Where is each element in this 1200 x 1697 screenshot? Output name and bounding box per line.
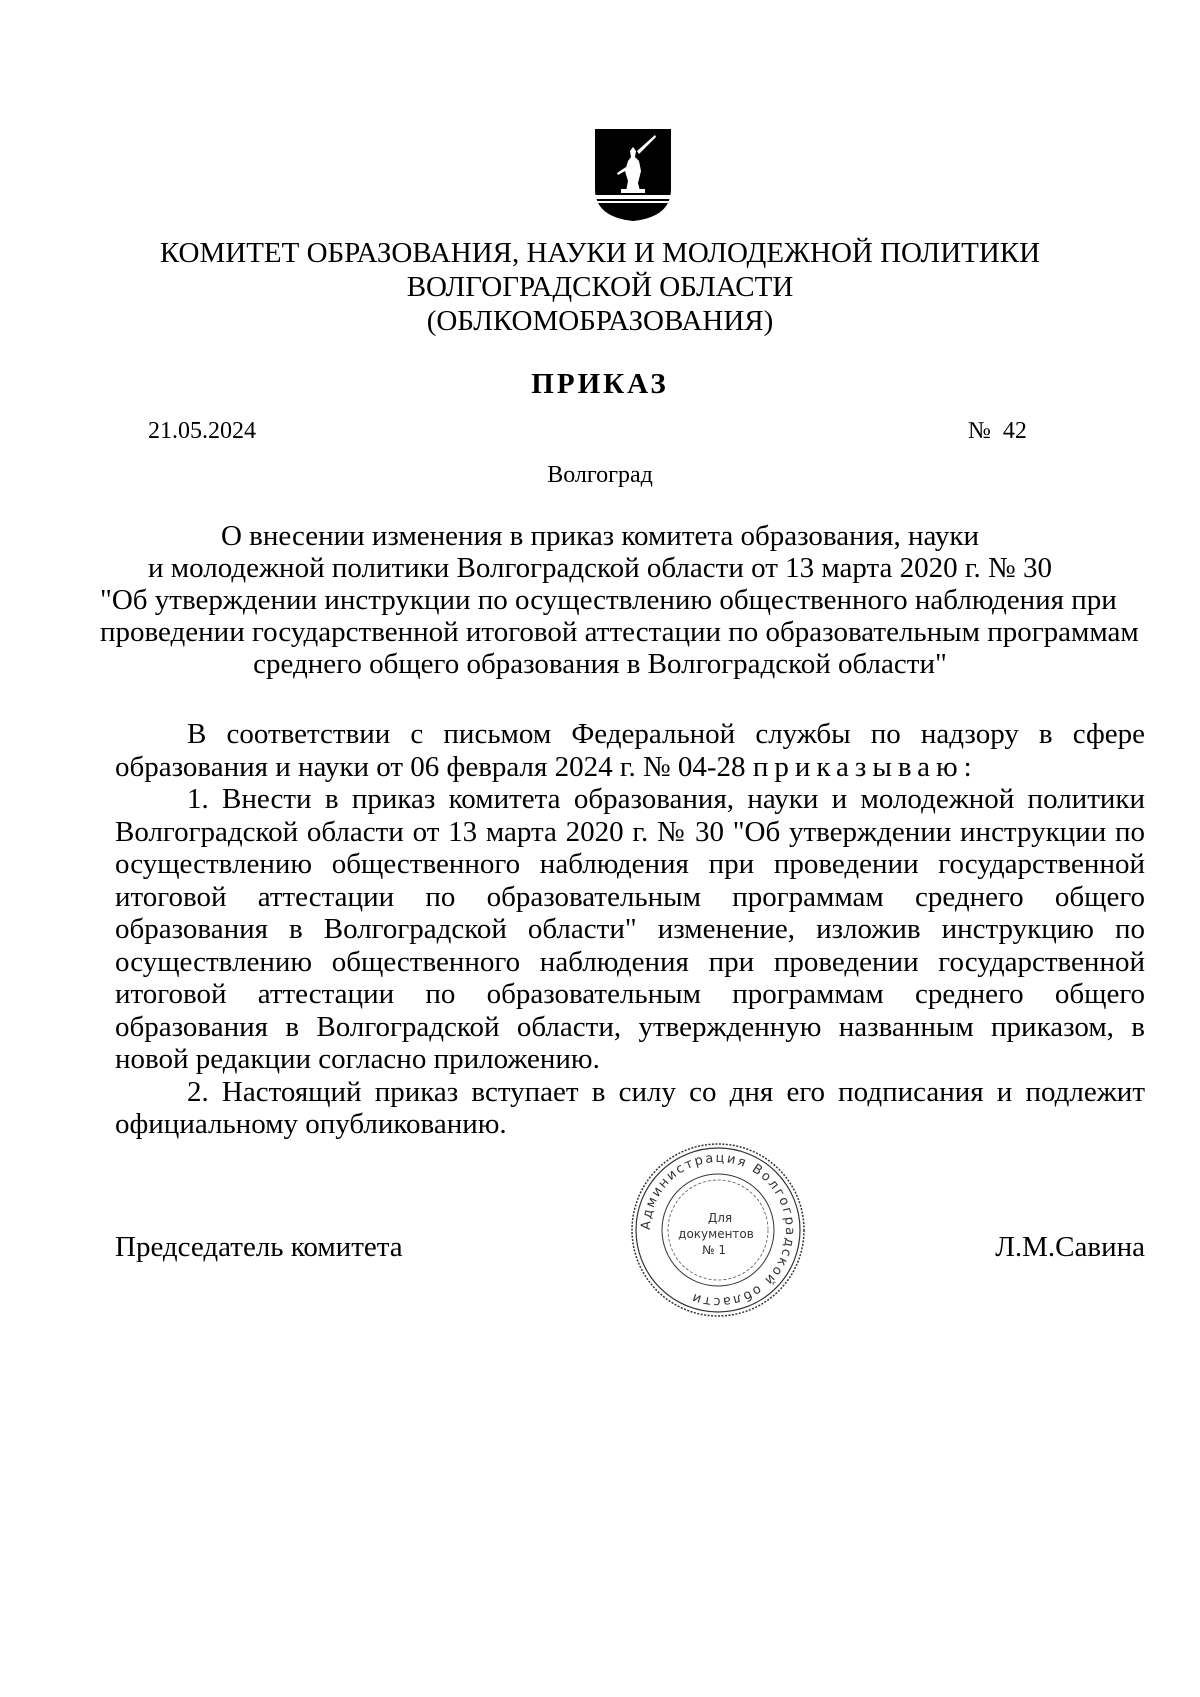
preamble-paragraph (115, 718, 1145, 783)
document-type-title: ПРИКАЗ (531, 368, 669, 400)
signer-title: Председатель комитета (115, 1231, 403, 1263)
subject-line: О внесении изменения в приказ комитета образования, науки (220, 520, 980, 552)
signer-name: Л.М.Савина (995, 1231, 1145, 1263)
document-subject (100, 520, 1139, 680)
subject-line: проведении государственной итоговой аттестации по образовательным программам (100, 616, 1139, 648)
stamp-text-line-2: документов (678, 1227, 754, 1241)
order-word: приказываю: (752, 750, 978, 783)
coat-of-arms-icon (593, 127, 673, 223)
stamp-text-line-1: Для (707, 1211, 733, 1225)
org-name-line-2: ВОЛГОГРАДСКОЙ ОБЛАСТИ (406, 271, 794, 303)
org-name-line-1: КОМИТЕТ ОБРАЗОВАНИЯ, НАУКИ И МОЛОДЕЖНОЙ ПОЛИТИКИ (159, 237, 1041, 269)
item-2-paragraph: 2. Настоящий приказ вступает в силу со дня его подписания и подлежит официальному опубликованию. (115, 1075, 1145, 1140)
official-stamp (628, 1140, 808, 1320)
stamp-ring-text: Администрация Волгоградской области (638, 1150, 798, 1310)
document-body (115, 718, 1145, 1141)
document-number: № 42 (968, 418, 1027, 444)
stamp-text-line-3: № 1 (702, 1243, 726, 1257)
document-date: 21.05.2024 (148, 418, 256, 444)
subject-line: среднего общего образования в Волгоградской области" (253, 648, 947, 680)
item-1-paragraph: 1. Внести в приказ комитета образования, науки и молодежной политики Волгоградской области от 13 марта 2020 г. № 30 "Об утверждении инструкции по осуществлению общественного наблюдения при проведении государственной итоговой аттестации по образовательным программам среднего общего образования в Волгоградской области" изменение, изложив инструкцию по осуществлению общественного наблюдения при проведении государственной итоговой аттестации по образовательным программам среднего общего образования в Волгоградской области, утвержденную названным приказом, в новой редакции согласно приложению. (115, 783, 1145, 1075)
subject-line: "Об утверждении инструкции по осуществлению общественного наблюдения при (100, 584, 1117, 616)
organization-header (0, 236, 1200, 338)
document-city: Волгоград (547, 462, 653, 488)
preamble-text: В соответствии с письмом Федеральной службы по надзору в сфере образования и науки от 06 февраля 2024 г. № 04-28 (115, 718, 1145, 783)
subject-line: и молодежной политики Волгоградской области от 13 марта 2020 г. № 30 (148, 552, 1052, 584)
org-abbreviation: (ОБЛКОМОБРАЗОВАНИЯ) (426, 305, 774, 337)
